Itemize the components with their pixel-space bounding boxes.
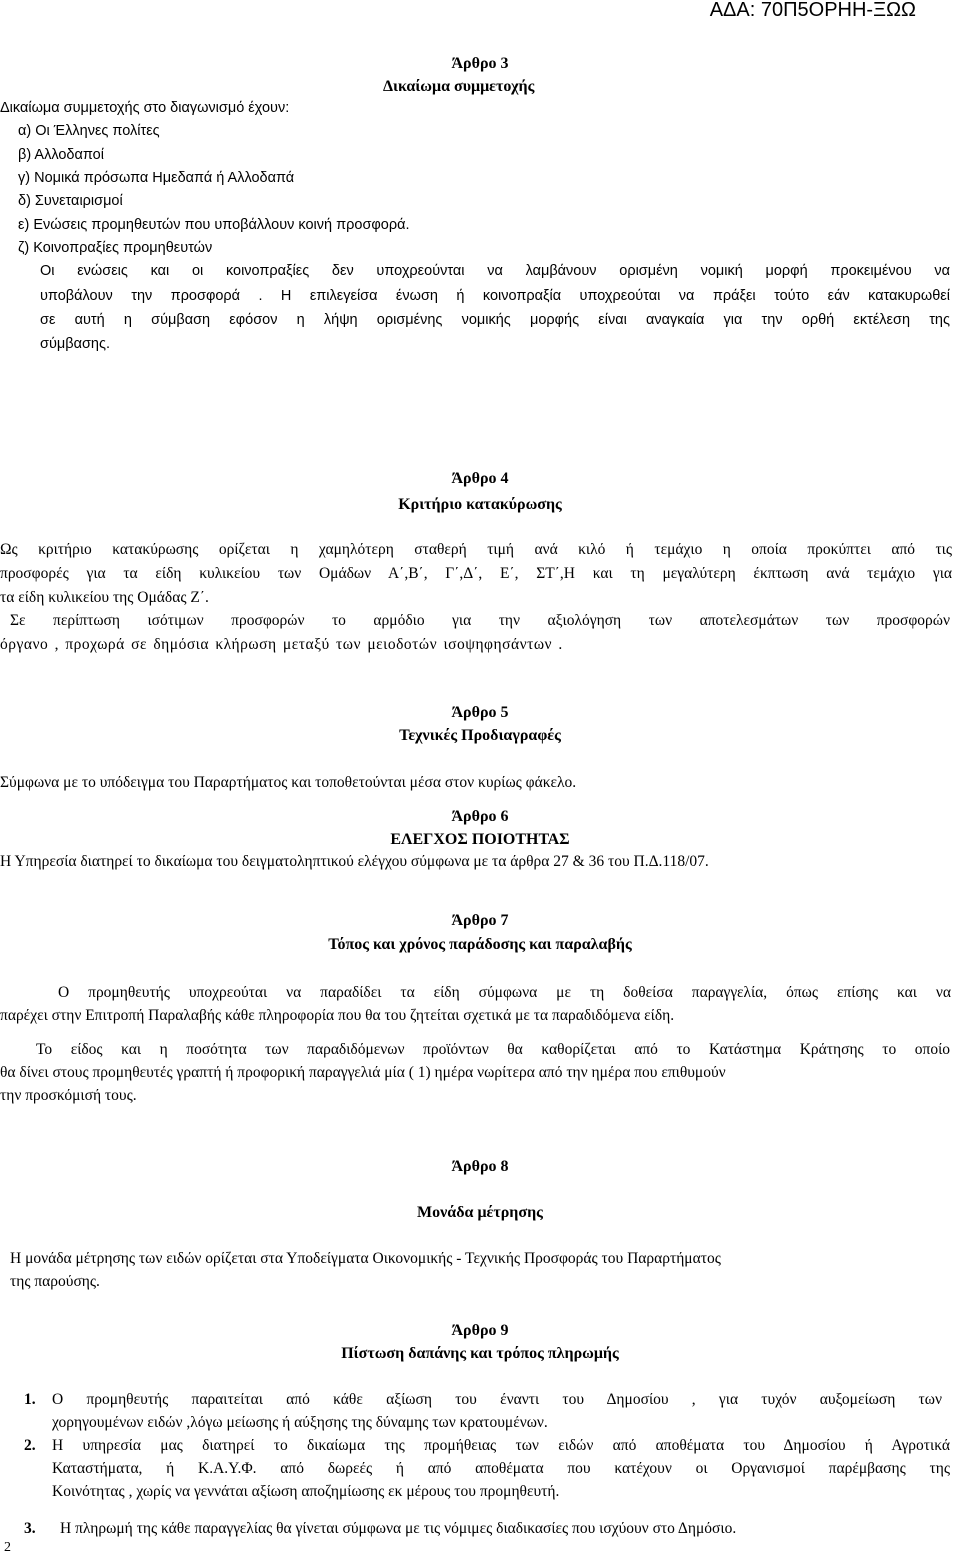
list-item: β) Αλλοδαποί bbox=[18, 147, 104, 163]
paragraph-line: υποβάλουν την προσφορά . Η επιλεγείσα ένωση ή κοινοπραξία υποχρεούται να πράξει τούτο εάν κατακυρωθεί bbox=[40, 288, 950, 304]
paragraph-line: Ο προμηθευτής υποχρεούται να παραδίδει τα είδη σύμφωνα με τη δοθείσα παραγγελία, όπως επίσης και να bbox=[58, 984, 951, 1001]
article-6-text: Η Υπηρεσία διατηρεί το δικαίωμα του δειγματοληπτικού ελέγχου σύμφωνα με τα άρθρα 27 & 36 του Π.Δ.118/07. bbox=[0, 853, 709, 870]
paragraph-line: Η μονάδα μέτρησης των ειδών ορίζεται στα Υποδείγματα Οικονομικής - Τεχνικής Προσφοράς του Παραρτήματος bbox=[10, 1250, 721, 1267]
paragraph-line: τα είδη κυλικείου της Ομάδας Ζ΄. bbox=[0, 589, 209, 606]
article-7-heading: Άρθρο 7 bbox=[451, 912, 509, 929]
list-item-line: Κοινότητας , χωρίς να γεννάται αξίωση αποζημίωσης εκ μέρους του προμηθευτή. bbox=[52, 1483, 560, 1500]
article-9-title: Πίστωση δαπάνης και τρόπος πληρωμής bbox=[341, 1345, 619, 1362]
paragraph-line: σε αυτή η σύμβαση εφόσον η λήψη ορισμένης νομικής μορφής είναι αναγκαία για την ορθή εκτέλεση της bbox=[40, 312, 950, 328]
paragraph-line: Σε περίπτωση ισότιμων προσφορών το αρμόδιο για την αξιολόγηση των αποτελεσμάτων των προσφορών bbox=[10, 612, 950, 629]
article-4-heading: Άρθρο 4 bbox=[451, 470, 509, 487]
list-item-line: Ο προμηθευτής παραιτείται από κάθε αξίωση του έναντι του Δημοσίου , για τυχόν αυξομείωση των bbox=[52, 1391, 942, 1408]
list-item-line: χορηγουμένων ειδών ,λόγω μείωσης ή αύξησης της δύναμης των κρατουμένων. bbox=[52, 1414, 548, 1431]
list-item: α) Οι Έλληνες πολίτες bbox=[18, 123, 160, 139]
paragraph-line: Οι ενώσεις και οι κοινοπραξίες δεν υποχρεούνται να λαμβάνουν ορισμένη νομική μορφή προκειμένου να bbox=[40, 263, 950, 279]
article-8-title: Μονάδα μέτρησης bbox=[417, 1204, 543, 1221]
list-item: ε) Ενώσεις προμηθευτών που υποβάλλουν κοινή προσφορά. bbox=[18, 217, 410, 233]
article-9-heading: Άρθρο 9 bbox=[451, 1322, 509, 1339]
article-6-heading: Άρθρο 6 bbox=[451, 808, 509, 825]
paragraph-line: θα δίνει στους προμηθευτές γραπτή ή προφορική παραγγελιά μία ( 1) ημέρα νωρίτερα από την ημέρα που επιθυμούν bbox=[0, 1064, 726, 1081]
paragraph-line: σύμβασης. bbox=[40, 336, 110, 352]
article-7-title: Τόπος και χρόνος παράδοσης και παραλαβής bbox=[328, 936, 632, 953]
article-3-heading: Άρθρο 3 bbox=[451, 55, 509, 72]
list-number: 3. bbox=[24, 1520, 36, 1537]
paragraph-line: της παρούσης. bbox=[10, 1273, 100, 1290]
paragraph-line: παρέχει στην Επιτροπή Παραλαβής κάθε πληροφορία που θα του ζητείται σχετικά με τα παραδιδόμενα είδη. bbox=[0, 1007, 675, 1024]
page-number: 2 bbox=[4, 1540, 11, 1555]
paragraph-line: Ως κριτήριο κατακύρωσης ορίζεται η χαμηλότερη σταθερή τιμή ανά κιλό ή τεμάχιο η οποία προκύπτει από τις bbox=[0, 541, 952, 558]
article-5-text: Σύμφωνα με το υπόδειγμα του Παραρτήματος και τοποθετούνται μέσα στον κυρίως φάκελο. bbox=[0, 774, 577, 791]
list-item-line: Η υπηρεσία μας διατηρεί το δικαίωμα της προμήθειας των ειδών από αποθέματα του Δημοσίου ή Αγροτικά bbox=[52, 1437, 950, 1454]
article-6-title: ΕΛΕΓΧΟΣ ΠΟΙΟΤΗΤΑΣ bbox=[390, 831, 570, 848]
list-item: ζ) Κοινοπραξίες προμηθευτών bbox=[18, 240, 213, 256]
paragraph-line: Το είδος και η ποσότητα των παραδιδόμενων προϊόντων θα καθορίζεται από το Κατάστημα Κράτησης το οποίο bbox=[36, 1041, 950, 1058]
paragraph-line: προσφορές για τα είδη κυλικείου των Ομάδων Α΄,Β΄, Γ΄,Δ΄, Ε΄, ΣΤ΄,Η και τη μεγαλύτερη έκπτωση ανά τεμάχιο για bbox=[0, 565, 952, 582]
list-number: 1. bbox=[24, 1391, 36, 1408]
article-3-title: Δικαίωμα συμμετοχής bbox=[383, 78, 535, 95]
article-4-title: Κριτήριο κατακύρωσης bbox=[398, 496, 562, 513]
paragraph-line: την προσκόμισή τους. bbox=[0, 1087, 137, 1104]
list-number: 2. bbox=[24, 1437, 36, 1454]
article-8-heading: Άρθρο 8 bbox=[451, 1158, 509, 1175]
article-3-intro: Δικαίωμα συμμετοχής στο διαγωνισμό έχουν: bbox=[0, 100, 290, 116]
ada-code: ΑΔΑ: 70Π5ΟΡΗΗ-ΞΩΩ bbox=[709, 0, 916, 21]
article-5-heading: Άρθρο 5 bbox=[451, 704, 509, 721]
list-item-line: Καταστήματα, ή Κ.Α.Υ.Φ. από δωρεές ή από αποθέματα που κατέχουν οι Οργανισμοί παρέμβασης της bbox=[52, 1460, 950, 1477]
list-item: δ) Συνεταιρισμοί bbox=[18, 193, 123, 209]
paragraph-line: όργανο , προχωρά σε δημόσια κλήρωση μεταξύ των μειοδοτών ισοψηφησάντων . bbox=[0, 636, 563, 653]
list-item: γ) Νομικά πρόσωπα Ημεδαπά ή Αλλοδαπά bbox=[18, 170, 295, 186]
article-5-title: Τεχνικές Προδιαγραφές bbox=[399, 727, 561, 744]
list-item-line: Η πληρωμή της κάθε παραγγελίας θα γίνεται σύμφωνα με τις νόμιμες διαδικασίες που ισχύουν στο Δημόσιο. bbox=[60, 1520, 737, 1537]
